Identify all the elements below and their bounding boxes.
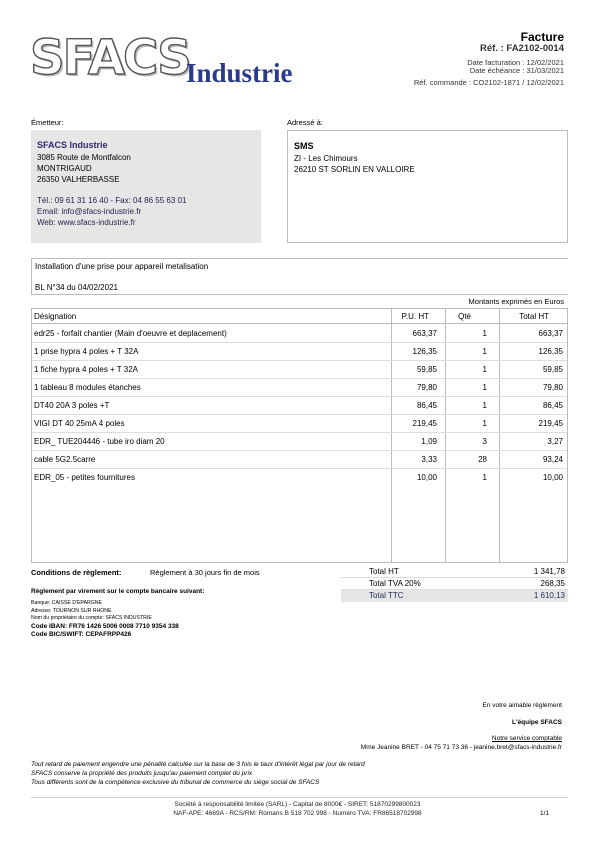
row-total: 86,45 [542, 401, 563, 410]
row-quantity: 1 [482, 347, 487, 356]
table-header [32, 309, 567, 324]
total-tva-value: 268,35 [540, 579, 565, 588]
row-quantity: 1 [482, 383, 487, 392]
row-quantity: 28 [478, 455, 487, 464]
header-total: Total HT [519, 312, 549, 321]
signature-team: L'équipe SFACS [512, 719, 562, 726]
header-designation: Désignation [34, 312, 77, 321]
total-ht-value: 1 341,78 [533, 567, 565, 576]
legal-penalty: Tout retard de paiement engendre une pénalité calculée sur la base de 3 fois le taux d'intérêt légal par jour de retard [31, 761, 365, 768]
invoice-note [31, 258, 568, 295]
total-ttc-value: 1 610,13 [533, 591, 565, 600]
table-row [32, 361, 567, 379]
legal-ownership: SFACS conserve la propriété des produits jusqu'au paiement complet du prix [31, 770, 253, 777]
header-quantity: Qté [458, 312, 471, 321]
row-unit-price: 10,00 [416, 473, 437, 482]
table-row [32, 325, 567, 343]
order-reference: Réf. commande : CO2102-1871 / 12/02/2021 [413, 78, 564, 87]
emitter-address-line: MONTRIGAUD [37, 164, 92, 173]
footer-divider [31, 797, 568, 798]
row-total: 126,35 [538, 347, 563, 356]
payment-conditions-label: Conditions de règlement: [31, 568, 122, 577]
row-total: 93,24 [542, 455, 563, 464]
recipient-address-line: ZI - Les Chimours [294, 154, 358, 163]
row-designation: EDR_ TUE204446 - tube iro diam 20 [34, 437, 165, 446]
row-quantity: 1 [482, 329, 487, 338]
row-total: 219,45 [538, 419, 563, 428]
row-unit-price: 79,80 [416, 383, 437, 392]
row-quantity: 1 [482, 473, 487, 482]
row-designation: DT40 20A 3 poles +T [34, 401, 110, 410]
table-row [32, 397, 567, 415]
bank-account-owner: Nom du propriétaire du compte: SFACS INDUSTRIE [31, 615, 152, 621]
emitter-box [31, 130, 261, 243]
row-unit-price: 1,09 [421, 437, 437, 446]
emitter-address-line: 26350 VALHERBASSE [37, 175, 120, 184]
legal-jurisdiction: Tous différents sont de la compétence exclusive du tribunal de commerce du siège social de SFACS [31, 779, 320, 786]
emitter-web: Web: www.sfacs-industrie.fr [37, 218, 136, 227]
emitter-name: SFACS Industrie [37, 140, 108, 150]
recipient-caption: Adressé à: [287, 118, 323, 127]
row-quantity: 1 [482, 419, 487, 428]
signature-contact: Mme Jeanine BRET - 04 75 71 73 36 - jeanine.bret@sfacs-industrie.fr [360, 744, 562, 751]
signature-service: Notre service comptable [491, 735, 562, 742]
total-tva-row [341, 578, 568, 590]
recipient-name: SMS [294, 141, 314, 151]
row-total: 3,27 [547, 437, 563, 446]
currency-note: Montants exprimés en Euros [468, 297, 564, 306]
header-unit-price: P.U. HT [401, 312, 429, 321]
table-row [32, 451, 567, 469]
table-row [32, 379, 567, 397]
note-delivery: BL N°34 du 04/02/2021 [35, 283, 118, 292]
row-total: 10,00 [542, 473, 563, 482]
note-description: Installation d'une prise pour appareil metalisation [35, 262, 209, 271]
row-unit-price: 86,45 [416, 401, 437, 410]
signature-greeting: En votre aimable règlement [482, 702, 562, 709]
row-unit-price: 663,37 [412, 329, 437, 338]
recipient-box [287, 130, 568, 243]
row-total: 59,85 [542, 365, 563, 374]
table-row [32, 415, 567, 433]
row-unit-price: 59,85 [416, 365, 437, 374]
row-designation: 1 prise hypra 4 poles + T 32A [34, 347, 139, 356]
emitter-caption: Émetteur: [31, 118, 64, 127]
row-designation: cable 5G2.5carre [34, 455, 96, 464]
emitter-phone: Tél.: 09 61 31 16 40 - Fax: 04 86 55 63 01 [37, 196, 187, 205]
row-quantity: 1 [482, 365, 487, 374]
footer-registration: NAF-APE: 4669A - RCS/RM: Romans B 518 702 998 - Numéro TVA: FR86518702998 [173, 810, 422, 817]
bank-name: Banque: CAISSE D'EPARGNE [31, 600, 102, 606]
row-unit-price: 3,33 [421, 455, 437, 464]
logo-subtitle: Industrie [186, 58, 293, 88]
row-designation: edr25 - forfait chantier (Main d'oeuvre et deplacement) [34, 329, 227, 338]
invoice-reference: Réf. : FA2102-0014 [480, 43, 564, 54]
total-ht-row [341, 566, 568, 578]
bank-address: Adresse: TOURNON SUR RHONE [31, 608, 112, 614]
table-row [32, 433, 567, 451]
document-title: Facture [520, 30, 564, 44]
row-designation: EDR_05 - petites fournitures [34, 473, 135, 482]
total-ttc-row [341, 590, 568, 602]
total-ht-label: Total HT [369, 567, 399, 576]
row-unit-price: 126,35 [412, 347, 437, 356]
due-date: Date échéance : 31/03/2021 [469, 66, 564, 75]
logo-brand: SFACS [30, 30, 190, 86]
company-logo [30, 30, 320, 90]
page-number: 1/1 [539, 810, 549, 817]
row-total: 663,37 [538, 329, 563, 338]
emitter-address-line: 3085 Route de Montfalcon [37, 153, 131, 162]
emitter-email: Email: info@sfacs-industrie.fr [37, 207, 142, 216]
table-row [32, 343, 567, 361]
row-quantity: 1 [482, 401, 487, 410]
invoice-lines-table [31, 308, 568, 563]
row-designation: VIGI DT 40 25mA 4 poles [34, 419, 125, 428]
totals-block [341, 566, 568, 602]
table-row [32, 469, 567, 487]
payment-conditions-value: Règlement à 30 jours fin de mois [150, 568, 260, 577]
bank-bic: Code BIC/SWIFT: CEPAFRPP426 [31, 631, 132, 638]
row-total: 79,80 [542, 383, 563, 392]
total-tva-label: Total TVA 20% [369, 579, 421, 588]
recipient-address-line: 26210 ST SORLIN EN VALLOIRE [294, 165, 415, 174]
invoice-date: Date facturation : 12/02/2021 [467, 58, 564, 67]
bank-iban: Code IBAN: FR76 1426 5006 0008 7710 9354 338 [31, 623, 179, 630]
row-quantity: 3 [482, 437, 487, 446]
row-designation: 1 fiche hypra 4 poles + T 32A [34, 365, 138, 374]
footer-company-info: Société à responsabilité limitée (SARL) - Capital de 8000€ - SIRET: 51870299800023 [174, 801, 421, 808]
total-ttc-label: Total TTC [369, 591, 404, 600]
row-unit-price: 219,45 [412, 419, 437, 428]
row-designation: 1 tableau 8 modules étanches [34, 383, 141, 392]
bank-transfer-title: Règlement par virement sur le compte bancaire suivant: [31, 588, 205, 595]
